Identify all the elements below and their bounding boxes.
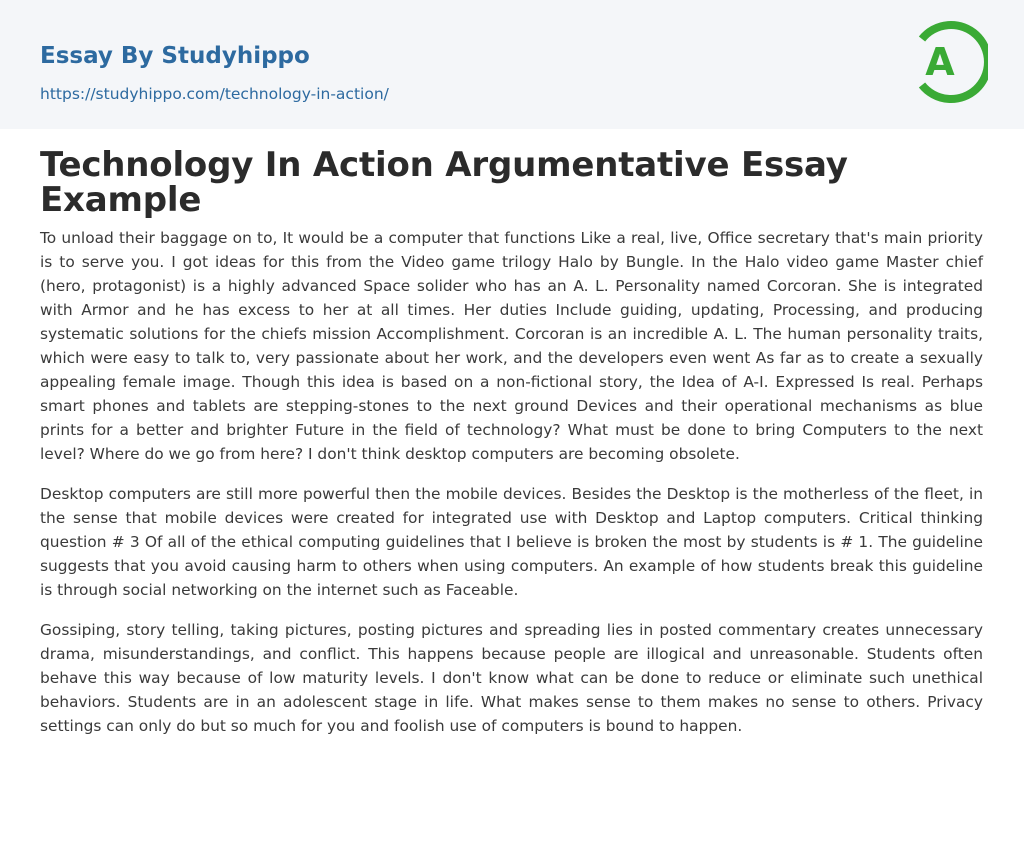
studyhippo-logo-icon[interactable] bbox=[910, 17, 988, 107]
essay-paragraph: Desktop computers are still more powerful then the mobile devices. Besides the Desktop is the motherless of the fleet, in the sense that mobile devices were created for integrated use with Desktop and Laptop computers. Critical thinking question # 3 Of all of the ethical computing guidelines that I believe is broken the most by students is # 1. The guideline suggests that you avoid causing harm to others when using computers. An example of how students break this guideline is through social networking on the internet such as Faceable. bbox=[40, 485, 983, 599]
essay-paragraph: Gossiping, story telling, taking pictures, posting pictures and spreading lies in posted commentary creates unnecessary drama, misunderstandings, and conflict. This happens because people are illogical and unreasonable. Students often behave this way because of low maturity levels. I don't know what can be done to reduce or eliminate such unethical behaviors. Students are in an adolescent stage in life. What makes sense to them makes no sense to others. Privacy settings can only do but so much for you and foolish use of computers is bound to happen. bbox=[40, 621, 983, 735]
brand-title[interactable]: Essay By Studyhippo bbox=[40, 43, 310, 69]
logo-letter: A bbox=[925, 40, 955, 84]
essay-title: Technology In Action Argumentative Essay Example bbox=[40, 145, 848, 220]
source-url-link[interactable]: https://studyhippo.com/technology-in-action/ bbox=[40, 85, 389, 103]
site-header bbox=[0, 0, 1024, 129]
essay-paragraph: To unload their baggage on to, It would be a computer that functions Like a real, live, Office secretary that's main priority is to serve you. I got ideas for this from the Video game trilogy Halo by Bungle. In the Halo video game Master chief (hero, protagonist) is a highly advanced Space solider who has an A. L. Personality named Corcoran. She is integrated with Armor and he has excess to her at all times. Her duties Include guiding, updating, Processing, and producing systematic solutions for the chiefs mission Accomplishment. Corcoran is an incredible A. L. The human personality traits, which were easy to talk to, very passionate about her work, and the developers even went As far as to create a sexually appealing female image. Though this idea is based on a non-fictional story, the Idea of A-I. Expressed Is real. Perhaps smart phones and tablets are stepping-stones to the next ground Devices and their operational mechanisms as blue prints for a better and brighter Future in the field of technology? What must be done to bring Computers to the next level? Where do we go from here? I don't think desktop computers are becoming obsolete. bbox=[40, 229, 983, 463]
essay-body bbox=[40, 145, 983, 754]
